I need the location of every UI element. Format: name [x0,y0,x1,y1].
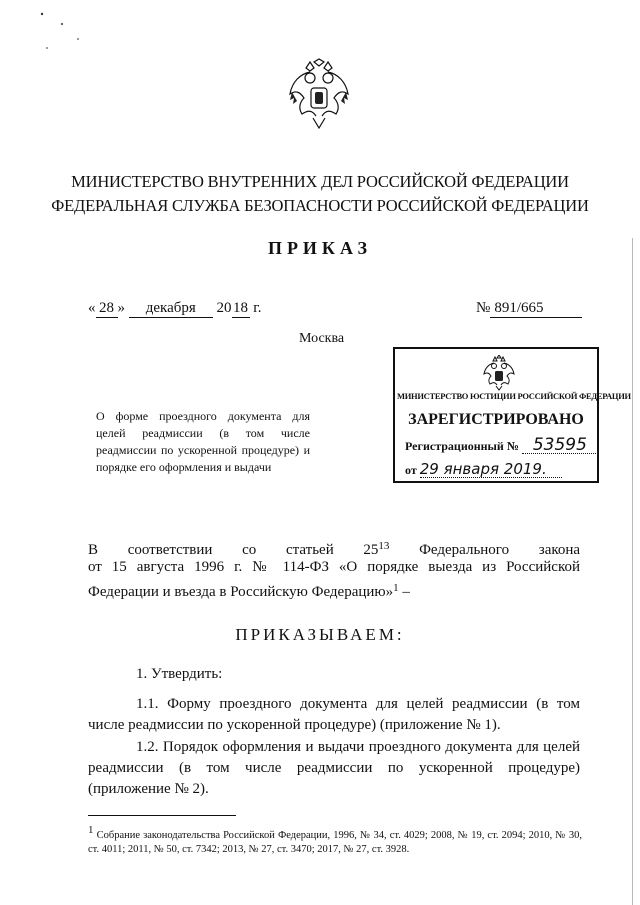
footnote-divider [88,815,236,816]
scan-edge-line [632,238,633,905]
preamble-dash: – [398,584,410,600]
ministry-line-1: МИНИСТЕРСТВО ВНУТРЕННИХ ДЕЛ РОССИЙСКОЙ ФЕДЕРАЦИИ [71,172,569,191]
date-year-prefix: 20 [216,300,232,316]
preamble-word: закона [538,542,581,558]
stamp-registration-date [405,461,562,478]
number-sign: № [476,300,491,316]
preamble-line-2: от 15 августа 1996 г. № 114-ФЗ «О порядке выезда из Российской [88,559,580,575]
order-number [476,300,582,318]
orders-heading: ПРИКАЗЫВАЕМ: [235,625,405,644]
stamp-reg-number: 53595 [522,437,598,454]
item-1-2-line-1: 1.2. Порядок оформления и выдачи проездного документа для целей [136,739,580,755]
preamble-word: статьей [285,542,334,558]
preamble-article [363,542,389,558]
date-year-unit: г. [253,300,262,316]
preamble-word: соответствии [127,542,213,558]
stamp-registration-number [405,437,598,454]
item-1-1-line-2: числе реадмиссии по ускоренной процедуре) (приложение № 1). [88,717,501,733]
footnote-text: Собрание законодательства Российской Федерации, 1996, № 34, ст. 4029; 2008, № 19, ст. 2094; 2010, № 30, ст. 4011; 2011, № 50, ст. 7342; 2013, № 27, ст. 3470; 2017, № 27, ст. 3928. [88,830,582,855]
order-date [88,300,261,318]
stamp-ministry: МИНИСТЕРСТВО ЮСТИЦИИ РОССИЙСКОЙ ФЕДЕРАЦИИ [397,391,631,401]
stamp-date-value: 29 января 2019. [420,461,562,478]
article-superscript: 13 [378,540,390,552]
footnote [88,823,582,857]
order-subject: О форме проездного документа для целей реадмиссии (в том числе реадмиссии по ускоренной процедуре) и порядке его оформления и выдачи [96,409,310,474]
preamble-law-title-end: Федерации и въезда в Российскую Федерацию» [88,584,394,600]
item-1: 1. Утвердить: [136,666,223,682]
footnote-marker: 1 [88,824,94,836]
date-month: декабря [129,300,213,318]
scan-specks [38,10,88,60]
stamp-date-prefix: от [405,463,417,477]
item-1-2-line-3: (приложение № 2). [88,781,209,797]
item-1-1-line-1: 1.1. Форму проездного документа для целей реадмиссии (в том [136,696,580,712]
preamble-word: Федерального [419,542,510,558]
stamp-registered: ЗАРЕГИСТРИРОВАНО [408,411,584,428]
date-close-quote: » [117,300,125,316]
registration-stamp [393,347,631,483]
item-1-2-line-2: реадмиссии (в том числе реадмиссии по ускоренной процедуре) [88,760,580,776]
footnote-reference: 1 [393,582,399,594]
preamble-word: со [242,542,257,558]
coat-of-arms-icon [286,58,352,130]
city: Москва [299,331,345,346]
preamble-word: В [88,542,99,558]
stamp-reg-label: Регистрационный № [405,439,519,453]
number-value: 891/665 [490,300,582,318]
ministry-line-2: ФЕДЕРАЛЬНАЯ СЛУЖБА БЕЗОПАСНОСТИ РОССИЙСКОЙ ФЕДЕРАЦИИ [51,196,589,215]
date-year-suffix: 18 [233,300,248,316]
stamp-coat-of-arms-icon [483,355,515,391]
document-type-title: ПРИКАЗ [267,238,373,258]
preamble-line-3 [88,578,580,603]
date-open-quote: « [88,300,96,316]
article-number: 25 [363,542,379,558]
date-day: 28 [96,300,118,318]
